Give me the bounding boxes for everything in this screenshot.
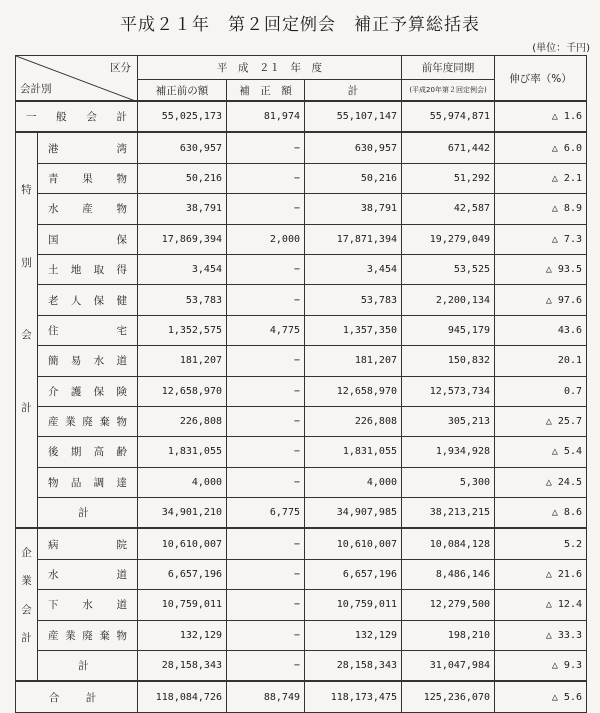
cell-prev: 31,047,984 (402, 651, 495, 682)
cell-hosei: 2,000 (227, 224, 305, 254)
row-enterprise (16, 620, 587, 650)
cell-hosei: 88,749 (227, 681, 305, 712)
budget-summary-table (15, 55, 587, 713)
cell-before: 50,216 (138, 163, 227, 193)
cell-kei: 10,610,007 (305, 528, 402, 559)
cell-growth: △ 25.7 (495, 406, 587, 436)
cell-before: 3,454 (138, 254, 227, 284)
cell-before: 4,000 (138, 467, 227, 497)
row-special (16, 163, 587, 193)
cell-prev: 19,279,049 (402, 224, 495, 254)
cell-growth: △ 12.4 (495, 590, 587, 620)
cell-kei: 50,216 (305, 163, 402, 193)
cell-before: 12,658,970 (138, 376, 227, 406)
row-name: 土地取得 (38, 254, 138, 284)
cell-hosei: − (227, 254, 305, 284)
cell-growth: △ 1.6 (495, 101, 587, 132)
row-name: 介護保険 (38, 376, 138, 406)
row-special (16, 194, 587, 224)
row-grand-total (16, 681, 587, 712)
row-general (16, 101, 587, 132)
cell-kei: 12,658,970 (305, 376, 402, 406)
cell-prev: 38,213,215 (402, 498, 495, 529)
cell-hosei: − (227, 194, 305, 224)
cell-hosei: − (227, 528, 305, 559)
cell-kei: 181,207 (305, 346, 402, 376)
cell-before: 53,783 (138, 285, 227, 315)
row-name: 産業廃棄物 (38, 406, 138, 436)
cell-hosei: − (227, 651, 305, 682)
cell-kei: 6,657,196 (305, 559, 402, 589)
group-label-char: 計 (21, 632, 32, 645)
cell-growth: 43.6 (495, 315, 587, 345)
header-growth: 伸び率（%） (495, 56, 587, 102)
cell-before: 34,901,210 (138, 498, 227, 529)
cell-hosei: − (227, 467, 305, 497)
row-name: 国保 (38, 224, 138, 254)
cell-hosei: − (227, 376, 305, 406)
row-special (16, 376, 587, 406)
header-row-1 (16, 56, 587, 80)
row-special (16, 132, 587, 163)
cell-prev: 42,587 (402, 194, 495, 224)
cell-kei: 118,173,475 (305, 681, 402, 712)
cell-kei: 226,808 (305, 406, 402, 436)
cell-prev: 10,084,128 (402, 528, 495, 559)
cell-hosei: 4,775 (227, 315, 305, 345)
cell-hosei: 6,775 (227, 498, 305, 529)
row-special (16, 285, 587, 315)
cell-growth: △ 24.5 (495, 467, 587, 497)
cell-before: 1,352,575 (138, 315, 227, 345)
cell-kei: 55,107,147 (305, 101, 402, 132)
row-special (16, 254, 587, 284)
cell-before: 28,158,343 (138, 651, 227, 682)
cell-before: 55,025,173 (138, 101, 227, 132)
header-prev-year: 前年度同期 (402, 56, 495, 80)
cell-growth: 0.7 (495, 376, 587, 406)
cell-growth: △ 6.0 (495, 132, 587, 163)
cell-hosei: − (227, 406, 305, 436)
group-label-char: 別 (21, 256, 32, 269)
group-label-char: 計 (21, 401, 32, 414)
header-prev-year-note: (平成20年第２回定例会) (402, 80, 495, 102)
header-kaikei-betsu: 会計別 (20, 83, 52, 95)
cell-kei: 4,000 (305, 467, 402, 497)
cell-prev: 12,573,734 (402, 376, 495, 406)
cell-kei: 132,129 (305, 620, 402, 650)
header-heisei21: 平 成 ２１ 年 度 (138, 56, 402, 80)
cell-growth: △ 7.3 (495, 224, 587, 254)
row-name: 計 (38, 651, 138, 682)
cell-prev: 945,179 (402, 315, 495, 345)
cell-before: 10,759,011 (138, 590, 227, 620)
row-name: 後期高齢 (38, 437, 138, 467)
header-before: 補正前の額 (138, 80, 227, 102)
cell-prev: 5,300 (402, 467, 495, 497)
row-name: 水産物 (38, 194, 138, 224)
row-name: 物品調達 (38, 467, 138, 497)
header-diagonal-cell (16, 56, 138, 102)
enterprise-accounts-label (16, 528, 38, 681)
cell-kei: 1,831,055 (305, 437, 402, 467)
cell-kei: 1,357,350 (305, 315, 402, 345)
cell-kei: 10,759,011 (305, 590, 402, 620)
cell-before: 630,957 (138, 132, 227, 163)
row-special (16, 437, 587, 467)
cell-hosei: − (227, 620, 305, 650)
cell-prev: 51,292 (402, 163, 495, 193)
cell-kei: 17,871,394 (305, 224, 402, 254)
row-special (16, 346, 587, 376)
cell-before: 118,084,726 (138, 681, 227, 712)
cell-growth: 5.2 (495, 528, 587, 559)
group-label-char: 企 (21, 546, 32, 559)
cell-kei: 630,957 (305, 132, 402, 163)
row-name: 簡易水道 (38, 346, 138, 376)
cell-before: 17,869,394 (138, 224, 227, 254)
row-special (16, 467, 587, 497)
unit-label: (単位：千円) (532, 43, 590, 54)
cell-prev: 2,200,134 (402, 285, 495, 315)
cell-growth: △ 93.5 (495, 254, 587, 284)
special-accounts-label (16, 132, 38, 528)
cell-before: 132,129 (138, 620, 227, 650)
cell-prev: 12,279,500 (402, 590, 495, 620)
cell-before: 1,831,055 (138, 437, 227, 467)
cell-prev: 1,934,928 (402, 437, 495, 467)
cell-kei: 28,158,343 (305, 651, 402, 682)
cell-growth: △ 33.3 (495, 620, 587, 650)
row-name: 病院 (38, 528, 138, 559)
cell-growth: △ 5.6 (495, 681, 587, 712)
cell-before: 6,657,196 (138, 559, 227, 589)
cell-hosei: 81,974 (227, 101, 305, 132)
cell-prev: 8,486,146 (402, 559, 495, 589)
row-enterprise (16, 590, 587, 620)
header-kei: 計 (305, 80, 402, 102)
cell-before: 38,791 (138, 194, 227, 224)
cell-hosei: − (227, 559, 305, 589)
row-name: 港湾 (38, 132, 138, 163)
cell-kei: 34,907,985 (305, 498, 402, 529)
header-hosei: 補 正 額 (227, 80, 305, 102)
cell-growth: △ 97.6 (495, 285, 587, 315)
cell-growth: 20.1 (495, 346, 587, 376)
cell-growth: △ 21.6 (495, 559, 587, 589)
row-name: 住宅 (38, 315, 138, 345)
cell-prev: 198,210 (402, 620, 495, 650)
row-name: 水道 (38, 559, 138, 589)
row-name: 下水道 (38, 590, 138, 620)
cell-hosei: − (227, 346, 305, 376)
cell-prev: 53,525 (402, 254, 495, 284)
cell-before: 10,610,007 (138, 528, 227, 559)
cell-kei: 3,454 (305, 254, 402, 284)
cell-hosei: − (227, 285, 305, 315)
row-name: 一 般 会 計 (16, 101, 138, 132)
row-name: 合 計 (16, 681, 138, 712)
group-label-char: 会 (21, 329, 32, 342)
row-special (16, 406, 587, 436)
cell-growth: △ 8.6 (495, 498, 587, 529)
group-label-char: 特 (21, 184, 32, 197)
row-special (16, 315, 587, 345)
cell-hosei: − (227, 132, 305, 163)
group-label-char: 会 (21, 603, 32, 616)
cell-before: 181,207 (138, 346, 227, 376)
cell-before: 226,808 (138, 406, 227, 436)
row-enterprise (16, 528, 587, 559)
cell-prev: 55,974,871 (402, 101, 495, 132)
header-kubun: 区分 (110, 62, 131, 74)
cell-growth: △ 2.1 (495, 163, 587, 193)
cell-prev: 125,236,070 (402, 681, 495, 712)
cell-prev: 150,832 (402, 346, 495, 376)
row-name: 産業廃棄物 (38, 620, 138, 650)
cell-growth: △ 5.4 (495, 437, 587, 467)
row-name: 青果物 (38, 163, 138, 193)
cell-hosei: − (227, 163, 305, 193)
row-special-total (16, 498, 587, 529)
row-name: 計 (38, 498, 138, 529)
row-enterprise-total (16, 651, 587, 682)
cell-growth: △ 8.9 (495, 194, 587, 224)
row-special (16, 224, 587, 254)
cell-prev: 671,442 (402, 132, 495, 163)
cell-kei: 53,783 (305, 285, 402, 315)
cell-hosei: − (227, 437, 305, 467)
row-name: 老人保健 (38, 285, 138, 315)
document-title: 平成２１年 第２回定例会 補正予算総括表 (120, 15, 480, 35)
cell-growth: △ 9.3 (495, 651, 587, 682)
group-label-char: 業 (21, 575, 32, 588)
cell-prev: 305,213 (402, 406, 495, 436)
cell-kei: 38,791 (305, 194, 402, 224)
row-enterprise (16, 559, 587, 589)
cell-hosei: − (227, 590, 305, 620)
